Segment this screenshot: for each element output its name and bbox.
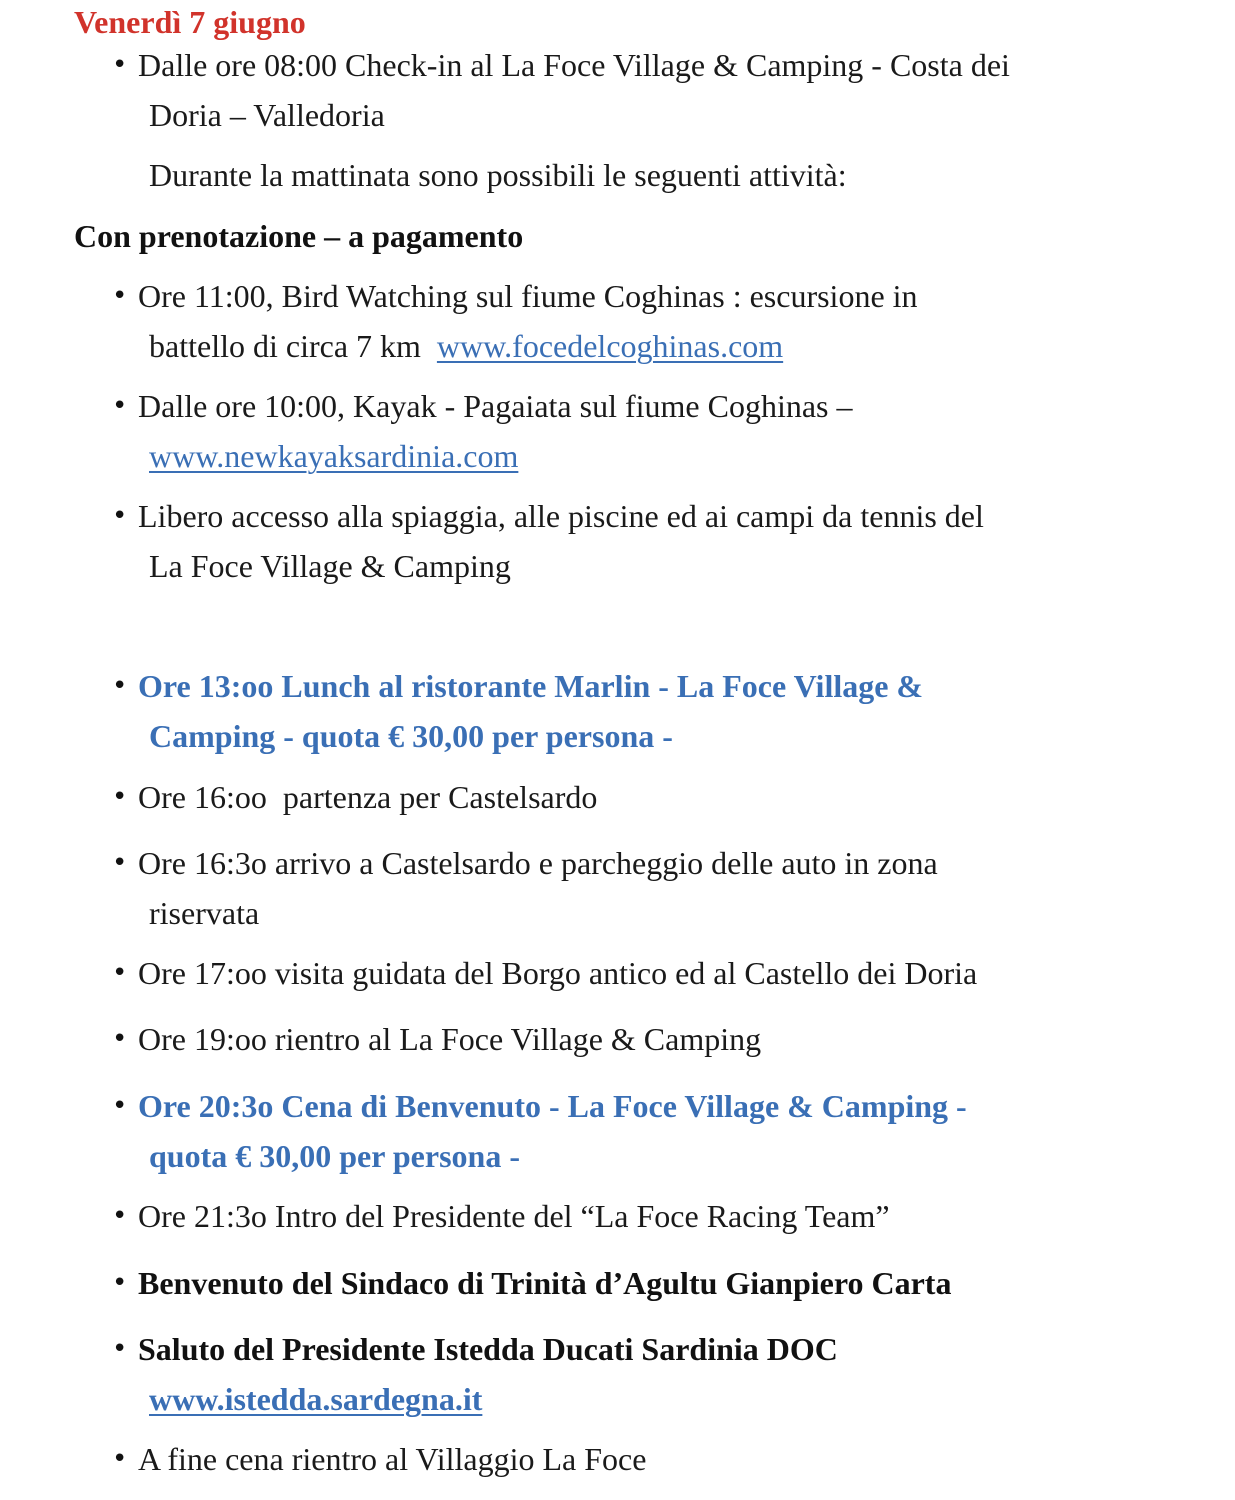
checkin-line2: Doria – Valledoria [149, 97, 385, 133]
access-line2: La Foce Village & Camping [149, 548, 511, 584]
arrival-line1: Ore 16:3o arrivo a Castelsardo e parcheggio delle auto in zona [138, 845, 938, 881]
list-item-dinner [112, 1086, 967, 1126]
dinner-line2: quota € 30,00 per persona - [149, 1138, 520, 1174]
bird-line2 [149, 326, 783, 366]
end-text: A fine cena rientro al Villaggio La Foce [138, 1441, 647, 1477]
visit-text: Ore 17:oo visita guidata del Borgo antico ed al Castello dei Doria [138, 955, 978, 991]
list-item-arrival [112, 843, 938, 883]
list-item-bird-watching [112, 276, 918, 316]
lunch-line2: Camping - quota € 30,00 per persona - [149, 718, 673, 754]
list-item-kayak [112, 386, 852, 426]
focedelcoghinas-link[interactable]: www.focedelcoghinas.com [436, 328, 784, 364]
bird-line2-text: battello di circa 7 km [149, 328, 421, 364]
istedda-line2 [149, 1379, 482, 1419]
bullet-icon: • [112, 391, 128, 421]
day-title: Venerdì 7 giugno [74, 4, 306, 40]
list-item-end [112, 1439, 646, 1479]
list-item-president-intro [112, 1196, 890, 1236]
list-item-departure [112, 777, 597, 817]
bullet-icon: • [112, 671, 128, 701]
list-item-mayor [112, 1263, 951, 1303]
dinner-line1: Ore 20:3o Cena di Benvenuto - La Foce Village & Camping - [138, 1088, 967, 1124]
bullet-icon: • [112, 501, 128, 531]
istedda-line1: Saluto del Presidente Istedda Ducati Sardinia DOC [138, 1331, 838, 1367]
lunch-line1: Ore 13:oo Lunch al ristorante Marlin - La Foce Village & [138, 668, 924, 704]
mayor-text: Benvenuto del Sindaco di Trinità d’Agultu Gianpiero Carta [138, 1265, 952, 1301]
bullet-icon: • [112, 1201, 128, 1231]
bullet-icon: • [112, 1024, 128, 1054]
list-item-free-access [112, 496, 984, 536]
bullet-icon: • [112, 1334, 128, 1364]
list-item-lunch [112, 666, 923, 706]
bullet-icon: • [112, 1091, 128, 1121]
president-intro-text: Ore 21:3o Intro del Presidente del “La Foce Racing Team” [138, 1198, 890, 1234]
return-text: Ore 19:oo rientro al La Foce Village & Camping [138, 1021, 762, 1057]
departure-text: Ore 16:oo partenza per Castelsardo [138, 779, 598, 815]
newkayaksardinia-link[interactable]: www.newkayaksardinia.com [149, 438, 519, 474]
kayak-line1: Dalle ore 10:00, Kayak - Pagaiata sul fiume Coghinas – [138, 388, 853, 424]
list-item-checkin [112, 45, 1010, 85]
bullet-icon: • [112, 281, 128, 311]
list-item-return [112, 1019, 761, 1059]
bullet-icon: • [112, 848, 128, 878]
bullet-icon: • [112, 1444, 128, 1474]
bullet-icon: • [112, 782, 128, 812]
morning-note: Durante la mattinata sono possibili le seguenti attività: [149, 157, 847, 193]
checkin-line1: Dalle ore 08:00 Check-in al La Foce Village & Camping - Costa dei [138, 47, 1010, 83]
list-item-visit [112, 953, 977, 993]
bullet-icon: • [112, 50, 128, 80]
bullet-icon: • [112, 1268, 128, 1298]
list-item-istedda [112, 1329, 838, 1369]
bullet-icon: • [112, 958, 128, 988]
kayak-line2 [149, 436, 518, 476]
section-heading: Con prenotazione – a pagamento [74, 218, 524, 254]
arrival-line2: riservata [149, 895, 260, 931]
access-line1: Libero accesso alla spiaggia, alle piscine ed ai campi da tennis del [138, 498, 984, 534]
bird-line1: Ore 11:00, Bird Watching sul fiume Coghinas : escursione in [138, 278, 918, 314]
istedda-link[interactable]: www.istedda.sardegna.it [149, 1381, 483, 1417]
